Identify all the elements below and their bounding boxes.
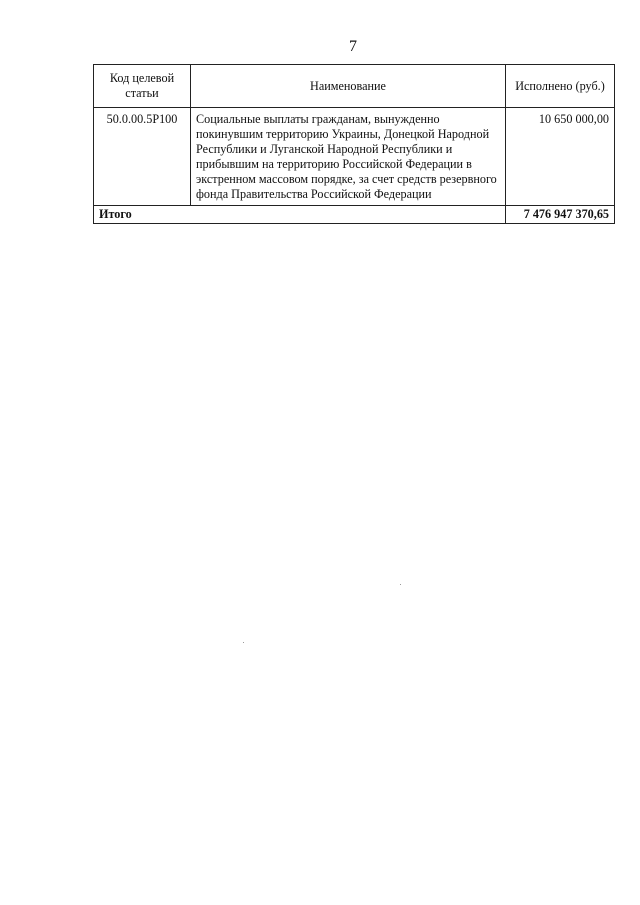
table-row xyxy=(94,108,615,206)
budget-execution-table xyxy=(93,64,615,224)
total-value: 7 476 947 370,65 xyxy=(506,206,615,224)
total-row xyxy=(94,206,615,224)
table-header-row xyxy=(94,65,615,108)
scan-speck xyxy=(243,642,244,643)
scan-speck xyxy=(400,584,401,585)
total-label: Итого xyxy=(94,206,506,224)
cell-code: 50.0.00.5Р100 xyxy=(94,108,191,206)
cell-executed: 10 650 000,00 xyxy=(506,108,615,206)
page-number: 7 xyxy=(349,38,357,55)
column-header-executed: Исполнено (руб.) xyxy=(506,65,615,108)
cell-name: Социальные выплаты гражданам, вынужденно покинувшим территорию Украины, Донецкой Народной Республики и Луганской Народной Республики и прибывшим на территорию Российской Федерации в экстренном массовом порядке, за счет средств резервного фонда Правительства Российской Федерации xyxy=(191,108,506,206)
column-header-name: Наименование xyxy=(191,65,506,108)
column-header-code: Код целевой статьи xyxy=(94,65,191,108)
